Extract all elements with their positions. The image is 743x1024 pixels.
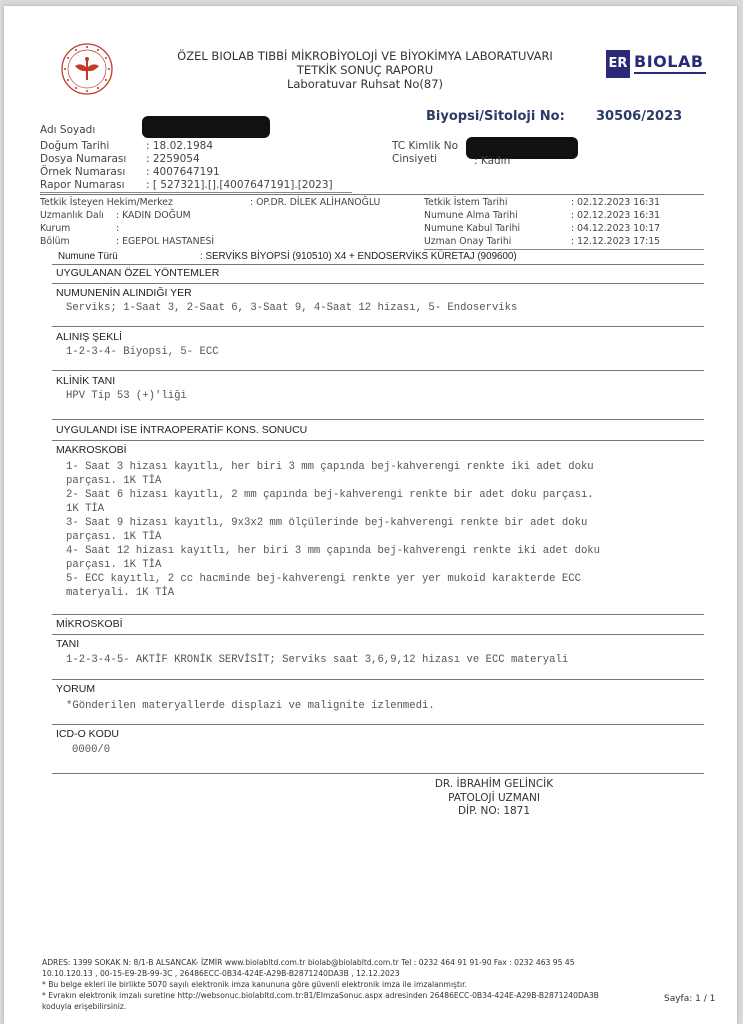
macro-line: 1K TİA xyxy=(66,503,105,515)
sample-type-label: Numune Türü xyxy=(58,251,118,262)
date-value-3: : 12.12.2023 17:15 xyxy=(571,236,661,247)
report-title: TETKİK SONUÇ RAPORU xyxy=(296,63,434,77)
biyopsi-number: 30506/2023 xyxy=(596,109,683,124)
unit-label: Bölüm xyxy=(40,236,70,247)
diag-text: 1-2-3-4-5- AKTİF KRONİK SERVİSİT; Serviks saat 3,6,9,12 hizası ve ECC materyali xyxy=(66,654,569,666)
footer-ids: 10.10.120.13 , 00-15-E9-2B-99-3C , 26486ECC-0B34-424E-A29B-B2871240DA3B , 12.12.2023 xyxy=(42,969,400,978)
tc-label: TC Kimlik No xyxy=(392,140,459,152)
logo-mark: ER xyxy=(606,50,630,78)
macro-line: materyali. 1K TİA xyxy=(66,587,175,599)
logo-text: BIOLAB xyxy=(634,52,704,71)
macro-line: 2- Saat 6 hizası kayıtlı, 2 mm çapında bej-kahverengi renkte bir adet doku parçası. xyxy=(66,489,594,501)
macro-line: parçası. 1K TİA xyxy=(66,531,162,543)
page-number: Sayfa: 1 / 1 xyxy=(664,994,716,1004)
doctor-value: : OP.DR. DİLEK ALİHANOĞLU xyxy=(250,197,381,208)
macro-title: MAKROSKOBİ xyxy=(56,444,127,456)
comment-text: *Gönderilen materyallerde displazi ve malignite izlenmedi. xyxy=(66,700,435,712)
signature-dip: DİP. NO: 1871 xyxy=(457,805,531,817)
sample-type-value: : SERVİKS BİYOPSİ (910510) X4 + ENDOSERVİKS KÜRETAJ (909600) xyxy=(200,251,517,262)
redacted-name xyxy=(142,116,270,138)
macro-line: 4- Saat 12 hizası kayıtlı, her biri 3 mm çapında bej-kahverengi renkte iki adet doku xyxy=(66,545,601,557)
methods-title: UYGULANAN ÖZEL YÖNTEMLER xyxy=(56,267,220,279)
footer-esign: * Bu belge ekleri ile birlikte 5070 sayılı elektronik imza kanununa göre güvenli elektronik imza ile imzalanmıştır. xyxy=(42,980,467,989)
biyopsi-label: Biyopsi/Sitoloji No: xyxy=(426,109,565,124)
macro-line: 3- Saat 9 hizası kayıtlı, 9x3x2 mm ölçülerinde bej-kahverengi renkte bir adet doku xyxy=(66,517,588,529)
clinical-title: KLİNİK TANI xyxy=(56,375,116,387)
dept-value: : KADIN DOĞUM xyxy=(116,210,191,221)
file-value: : 2259054 xyxy=(146,153,200,165)
biolab-logo-icon xyxy=(606,50,718,82)
date-value-1: : 02.12.2023 16:31 xyxy=(571,210,661,221)
inst-label: Kurum xyxy=(40,223,71,234)
footer-link: * Evrakın elektronik imzalı suretine http://websonuc.biolabltd.com.tr:81/EImzaSonuc.aspx adresinden 26486ECC-0B34-424E-A29B-B2871240DA3B xyxy=(42,991,599,1000)
date-label-3: Uzman Onay Tarihi xyxy=(424,236,512,247)
icd-title: ICD-O KODU xyxy=(56,728,119,740)
license-number: Laboratuvar Ruhsat No(87) xyxy=(286,77,444,91)
gender-label: Cinsiyeti xyxy=(392,153,437,165)
macro-line: 1- Saat 3 hizası kayıtlı, her biri 3 mm çapında bej-kahverengi renkte iki adet doku xyxy=(66,461,594,473)
date-label-1: Numune Alma Tarihi xyxy=(424,210,518,221)
micro-title: MİKROSKOBİ xyxy=(56,618,123,630)
location-text: Serviks; 1-Saat 3, 2-Saat 6, 3-Saat 9, 4-Saat 12 hizası, 5- Endoserviks xyxy=(66,302,518,314)
date-value-0: : 02.12.2023 16:31 xyxy=(571,197,661,208)
ministry-seal-icon xyxy=(60,42,114,96)
icd-text: 0000/0 xyxy=(72,744,111,756)
lab-name: ÖZEL BIOLAB TIBBİ MİKROBİYOLOJİ VE BİYOKİMYA LABORATUVARI xyxy=(177,49,553,63)
birth-label: Doğum Tarihi xyxy=(40,140,110,152)
doctor-label: Tetkik İsteyen Hekim/Merkez xyxy=(40,197,173,208)
birth-value: : 18.02.1984 xyxy=(146,140,213,152)
diag-title: TANI xyxy=(56,638,80,650)
comment-title: YORUM xyxy=(56,683,96,695)
macro-line: parçası. 1K TİA xyxy=(66,475,162,487)
unit-value: : EGEPOL HASTANESİ xyxy=(116,236,215,247)
file-label: Dosya Numarası xyxy=(40,153,127,165)
footer-access: koduyla erişebilirsiniz. xyxy=(42,1002,127,1011)
name-label: Adı Soyadı xyxy=(40,124,96,136)
macro-line: 5- ECC kayıtlı, 2 cc hacminde bej-kahverengi renkte yer yer mukoid karakterde ECC xyxy=(66,573,581,585)
sample-label: Örnek Numarası xyxy=(40,166,126,178)
signature-title: PATOLOJİ UZMANI xyxy=(448,791,540,804)
sample-value: : 4007647191 xyxy=(146,166,220,178)
location-title: NUMUNENİN ALINDIĞI YER xyxy=(56,287,192,299)
dept-label: Uzmanlık Dalı xyxy=(40,210,104,221)
date-label-0: Tetkik İstem Tarihi xyxy=(424,197,508,208)
method-text: 1-2-3-4- Biyopsi, 5- ECC xyxy=(66,346,219,358)
clinical-text: HPV Tip 53 (+)'liği xyxy=(66,390,187,402)
gender-value: : Kadın xyxy=(474,155,511,167)
intraop-title: UYGULANDI İSE İNTRAOPERATİF KONS. SONUCU xyxy=(56,424,308,436)
date-label-2: Numune Kabul Tarihi xyxy=(424,223,521,234)
report-label: Rapor Numarası xyxy=(40,179,125,191)
signature-name: DR. İBRAHİM GELİNCİK xyxy=(434,778,554,790)
signature-block xyxy=(394,778,594,819)
macro-line: parçası. 1K TİA xyxy=(66,559,162,571)
inst-value: : xyxy=(116,223,120,234)
date-value-2: : 04.12.2023 10:17 xyxy=(571,223,661,234)
footer-address: ADRES: 1399 SOKAK N: 8/1-B ALSANCAK- İZMİR www.biolabltd.com.tr biolab@biolabltd.com.tr Tel : 0232 464 91 91-90 Fax : 0232 463 95 45 xyxy=(42,958,575,967)
method-title: ALINIŞ ŞEKLİ xyxy=(56,331,122,343)
report-page xyxy=(4,6,737,1024)
report-value: : [ 527321].[].[4007647191].[2023] xyxy=(146,179,333,191)
